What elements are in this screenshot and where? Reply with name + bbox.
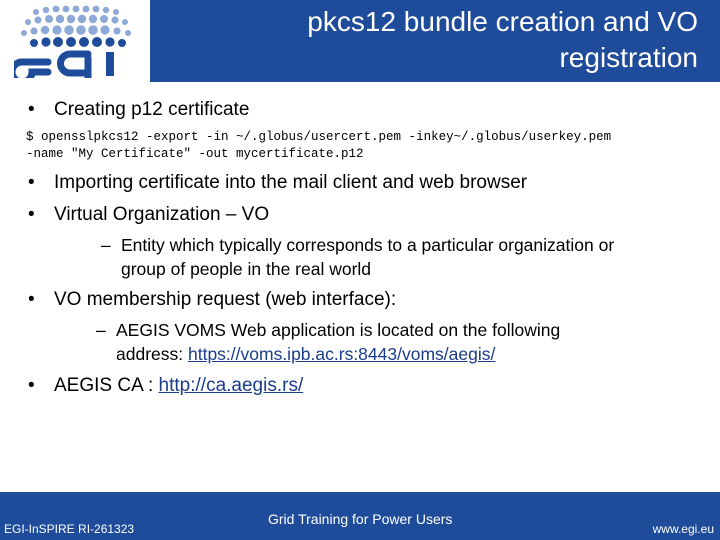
bullet-text: AEGIS CA : [54, 375, 159, 396]
bullet-text: Importing certificate into the mail client and web browser [54, 172, 528, 193]
sub-bullet-item [101, 233, 701, 281]
bullet-item [28, 288, 396, 312]
sub-bullet-text-line-2 [116, 342, 701, 366]
bullet-text: Creating p12 certificate [54, 99, 250, 120]
sub-bullet-text-line-2: group of people in the real world [121, 259, 372, 279]
bullet-marker: • [28, 375, 35, 396]
title-line-2: registration [559, 42, 698, 73]
dash-marker: – [96, 320, 106, 340]
voms-link[interactable]: https://voms.ipb.ac.rs:8443/voms/aegis/ [187, 344, 496, 364]
address-label: address: [116, 344, 188, 364]
slide-footer [0, 492, 720, 540]
slide-header [0, 0, 720, 82]
sub-bullet-text-line-1: Entity which typically corresponds to a particular organization or [121, 235, 615, 255]
footer-website: www.egi.eu [652, 522, 714, 536]
slide-body [0, 82, 720, 492]
slide-title [178, 4, 698, 76]
command-line-2: -name "My Certificate" -out mycertificate.p12 [26, 147, 364, 161]
sub-bullet-text-line-1: AEGIS VOMS Web application is located on the following [116, 320, 561, 340]
egi-logo [14, 4, 144, 78]
bullet-item [28, 203, 269, 227]
dash-marker: – [101, 235, 111, 255]
bullet-marker: • [28, 204, 35, 225]
ca-link[interactable]: http://ca.aegis.rs/ [158, 375, 304, 396]
bullet-marker: • [28, 172, 35, 193]
title-line-1: pkcs12 bundle creation and VO [307, 6, 698, 37]
bullet-text: Virtual Organization – VO [54, 204, 270, 225]
command-line-1: $ opensslpkcs12 -export -in ~/.globus/usercert.pem -inkey~/.globus/userkey.pem [26, 130, 612, 144]
bullet-text: VO membership request (web interface): [54, 289, 397, 310]
bullet-marker: • [28, 99, 35, 120]
bullet-item [28, 98, 249, 122]
footer-event-title: Grid Training for Power Users [268, 511, 453, 527]
bullet-item [28, 374, 303, 398]
bullet-item [28, 171, 527, 195]
title-banner [150, 0, 720, 82]
sub-bullet-item [96, 318, 701, 366]
bullet-marker: • [28, 289, 35, 310]
footer-project-id: EGI-InSPIRE RI-261323 [4, 522, 135, 536]
